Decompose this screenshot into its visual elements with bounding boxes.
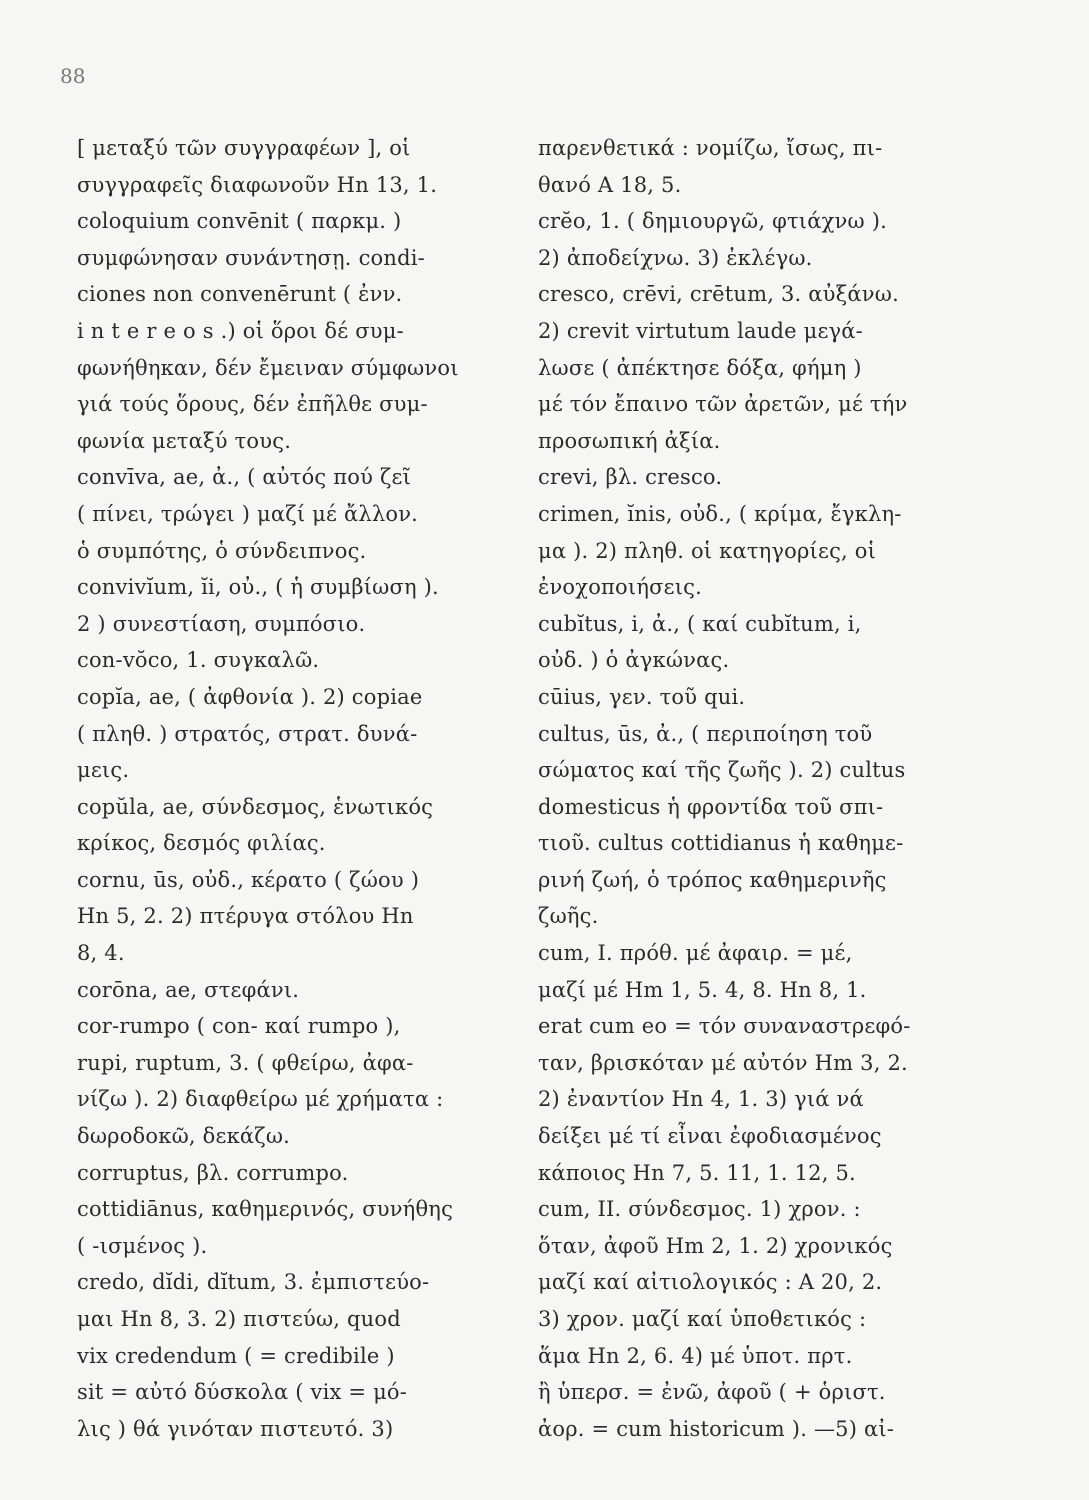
text-line: crimen, ĭnis, οὐδ., ( κρίμα, ἔγκλη- [538,501,902,526]
text-line: cresco, crēvi, crētum, 3. αὐξάνω. [538,282,899,307]
text-line: οὐδ. ) ὁ ἀγκώνας. [538,648,730,673]
text-line: μαζί μέ Hm 1, 5. 4, 8. Hn 8, 1. [538,977,867,1002]
text-line: Hn 5, 2. 2) πτέρυγα στόλου Hn [77,904,414,929]
text-line: ρινή ζωή, ὁ τρόπος καθημερινῆς [538,867,887,892]
text-line: ὅταν, ἀφοῦ Hm 2, 1. 2) χρονικός [538,1233,893,1258]
text-line: cum, I. πρόθ. μέ ἀφαιρ. = μέ, [538,941,853,966]
text-line: vix credendum ( = credibile ) [77,1343,395,1368]
text-line: 2) ἀποδείχνω. 3) ἐκλέγω. [538,245,813,270]
text-line: τιοῦ. cultus cottidianus ἡ καθημε- [538,831,904,856]
text-line: ( -ισμένος ). [77,1233,208,1258]
text-line: cultus, ūs, ἀ., ( περιποίηση τοῦ [538,721,873,746]
text-line: μέ τόν ἔπαινο τῶν ἀρετῶν, μέ τήν [538,392,908,417]
text-line: convivĭum, ĭi, οὐ., ( ἡ συμβίωση ). [77,575,439,600]
text-line: ( πίνει, τρώγει ) μαζί μέ ἄλλον. [77,501,419,526]
text-line: domesticus ἡ φροντίδα τοῦ σπι- [538,794,884,819]
text-line: ἢ ὑπερσ. = ἐνῶ, ἀφοῦ ( + ὁριστ. [538,1380,886,1405]
text-line: κρίκος, δεσμός φιλίας. [77,831,326,856]
text-line: coloquium convēnit ( παρκμ. ) [77,209,402,234]
text-line: con-vŏco, 1. συγκαλῶ. [77,648,320,673]
text-line: ( πληθ. ) στρατός, στρατ. δυνά- [77,721,418,746]
text-line: συγγραφεῖς διαφωνοῦν Hn 13, 1. [77,172,438,197]
text-line: rupi, ruptum, 3. ( φθείρω, ἀφα- [77,1050,414,1075]
text-line: credo, dĭdi, dĭtum, 3. ἐμπιστεύο- [77,1270,430,1295]
page-number: 88 [60,64,86,88]
text-line: δωροδοκῶ, δεκάζω. [77,1124,291,1149]
text-line: cum, II. σύνδεσμος. 1) χρον. : [538,1197,861,1222]
text-line: ἐνοχοποιήσεις. [538,575,702,600]
text-line: λωσε ( ἀπέκτησε δόξα, φήμη ) [538,355,862,380]
text-line: cubĭtus, i, ἀ., ( καί cubĭtum, i, [538,611,862,636]
text-line: φωνία μεταξύ τους. [77,428,292,453]
text-line: erat cum eo = τόν συναναστρεφό- [538,1014,911,1039]
text-line: sit = αὐτό δύσκολα ( vix = μό- [77,1380,408,1405]
text-line: μαι Hn 8, 3. 2) πιστεύω, quod [77,1307,401,1331]
text-line: 2) crevit virtutum laude μεγά- [538,318,863,343]
text-line: convīva, ae, ἀ., ( αὐτός πού ζεῖ [77,465,412,490]
text-line: φωνήθηκαν, δέν ἔμειναν σύμφωνοι [77,355,459,380]
text-line: cor-rumpo ( con- καί rumpo ), [77,1014,401,1039]
text-line: 3) χρον. μαζί καί ὑποθετικός : [538,1307,867,1331]
text-line: ὁ συμπότης, ὁ σύνδειπνος. [77,538,367,563]
right-column [538,130,968,1447]
text-line: μαζί καί αἰτιολογικός : A 20, 2. [538,1270,883,1295]
text-line: [ μεταξύ τῶν συγγραφέων ], οἱ [77,136,411,160]
text-line: cornu, ūs, οὐδ., κέρατο ( ζώου ) [77,867,420,892]
text-line: παρενθετικά : νομίζω, ἴσως, πι- [538,136,883,160]
text-line: θανό A 18, 5. [538,172,682,197]
text-line: προσωπική ἀξία. [538,428,721,453]
text-line: cottidiānus, καθημερινός, συνήθης [77,1197,454,1222]
text-line: corōna, ae, στεφάνι. [77,977,300,1002]
text-line: 2 ) συνεστίαση, συμπόσιο. [77,611,366,636]
text-line: cūius, γεν. τοῦ qui. [538,684,746,709]
text-line: ζωῆς. [538,904,599,929]
text-line: 8, 4. [77,941,125,966]
text-line: copĭa, ae, ( ἀφθονία ). 2) copiae [77,684,423,709]
text-line: μα ). 2) πληθ. οἱ κατηγορίες, οἱ [538,538,877,563]
text-line: crĕo, 1. ( δημιουργῶ, φτιάχνω ). [538,209,887,234]
text-line: σώματος καί τῆς ζωῆς ). 2) cultus [538,758,906,783]
text-line: copŭla, ae, σύνδεσμος, ἑνωτικός [77,794,434,819]
text-line: ἅμα Hn 2, 6. 4) μέ ὑποτ. πρτ. [538,1343,853,1368]
text-line: γιά τούς ὅρους, δέν ἐπῆλθε συμ- [77,392,428,417]
text-line: ciones non convenērunt ( ἐνν. [77,282,403,307]
text-line: ταν, βρισκόταν μέ αὐτόν Hm 3, 2. [538,1050,908,1075]
text-line: δείξει μέ τί εἶναι ἐφοδιασμένος [538,1124,882,1149]
text-line: νίζω ). 2) διαφθείρω μέ χρήματα : [77,1087,444,1112]
text-line: συμφώνησαν συνάντησῃ. condi- [77,245,425,270]
text-line: i n t e r e o s .) οἱ ὅροι δέ συμ- [77,318,404,343]
text-line: 2) ἐναντίον Hn 4, 1. 3) γιά νά [538,1087,864,1112]
text-line: crevi, βλ. cresco. [538,465,723,490]
left-column [77,130,522,1447]
text-line: μεις. [77,758,130,783]
text-line: corruptus, βλ. corrumpo. [77,1160,349,1185]
text-line: λις ) θά γινόταν πιστευτό. 3) [77,1416,394,1441]
text-line: ἀορ. = cum historicum ). —5) αἰ- [538,1416,895,1441]
text-line: κάποιος Hn 7, 5. 11, 1. 12, 5. [538,1160,856,1185]
